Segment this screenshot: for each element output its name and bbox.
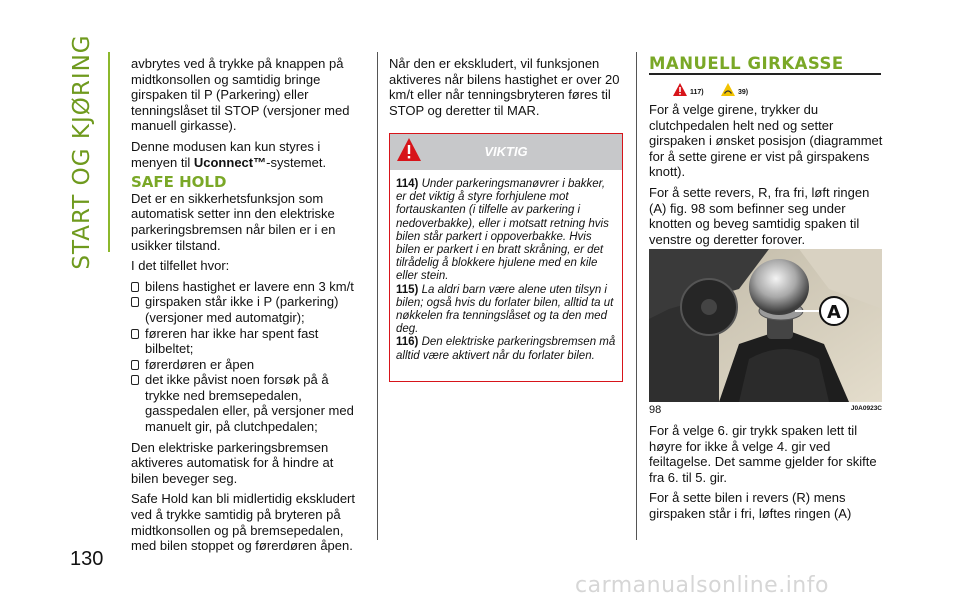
bullet-icon bbox=[131, 282, 139, 292]
paragraph: avbrytes ved å trykke på knappen på midtkonsollen og samtidig bringe girspaken til P (Parkering) eller tenningslåset til STOP (versjoner med manuell girkasse). bbox=[131, 56, 350, 134]
note-number: 115) bbox=[396, 283, 419, 296]
paragraph: Når den er ekskludert, vil funksjonen aktiveres når bilens hastighet er over 20 km/t eller når tenningsbryteren føres til STOP og deretter til MAR. bbox=[389, 56, 620, 118]
paragraph: For å velge girene, trykker du clutchpedalen helt ned og setter girspaken i ønsket posisjon (diagrammet for å sette girene er vist på girspakens knott). bbox=[649, 102, 883, 180]
paragraph: Den elektriske parkeringsbremsen aktiveres automatisk for å hindre at bilen beveger seg. bbox=[131, 439, 334, 486]
caution-triangle-icon bbox=[720, 82, 736, 97]
paragraph: For å sette revers, R, fra fri, løft ringen (A) fig. 98 som befinner seg under knotten og beveg samtidig spaken til venstre og deretter forover. bbox=[649, 184, 870, 247]
column-divider-2 bbox=[636, 52, 637, 540]
note-item bbox=[396, 336, 616, 362]
notice-title: VIKTIG bbox=[484, 144, 528, 159]
note-text: Under parkeringsmanøvrer i bakker, er det viktig å styre forhjulene mot fortauskanten (i tilfelle av parkering i nedoverbakke), eller i motsatt retning hvis bilen står parkert i oppoverbakke. Hvis bilen er parkert i en bratt skråning, er det tilrådelig å blokkere hjulene med en kile eller stein. bbox=[396, 178, 609, 283]
figure-code: J0A0923C bbox=[850, 405, 882, 412]
important-notice-box bbox=[389, 133, 623, 382]
section-heading-manuell-girkasse: MANUELL GIRKASSE bbox=[649, 54, 844, 73]
note-text: La aldri barn være alene uten tilsyn i bilen; også hvis du forlater bilen, alltid ta ut nøkkelen fra tenningslåset og ta den med deg. bbox=[396, 283, 614, 336]
list-item bbox=[131, 372, 363, 434]
paragraph: I det tilfellet hvor: bbox=[131, 258, 230, 274]
column-3-text bbox=[649, 102, 887, 252]
column-3-top bbox=[649, 56, 887, 72]
uconnect-label: Uconnect™ bbox=[193, 154, 267, 170]
list-item-text: føreren har ikke har spent fast bilbeltet; bbox=[145, 325, 319, 357]
note-number: 116) bbox=[396, 336, 419, 349]
bullet-icon bbox=[131, 360, 139, 370]
notice-header bbox=[390, 134, 622, 170]
warning-ref: 117) bbox=[690, 89, 704, 96]
list-item bbox=[131, 326, 363, 357]
bullet-icon bbox=[131, 375, 139, 385]
notice-body bbox=[390, 170, 622, 363]
side-title-text: START OG KJØRING bbox=[69, 34, 95, 270]
note-item bbox=[396, 284, 616, 337]
list-item-text: girspaken står ikke i P (parkering) (versjoner med automatgir); bbox=[145, 294, 339, 325]
bullet-icon bbox=[131, 297, 139, 307]
column-divider-1 bbox=[377, 52, 378, 540]
list-item bbox=[131, 357, 363, 373]
paragraph: For å velge 6. gir trykk spaken lett til høyre for ikke å velge 4. gir ved feiltagelse. Det samme gjelder for skifte fra 6. til 5. gir. bbox=[649, 423, 877, 485]
section-heading-safe-hold: SAFE HOLD bbox=[131, 173, 227, 192]
note-item bbox=[396, 178, 616, 284]
note-text: Den elektriske parkeringsbremsen må alltid være aktivert når du forlater bilen. bbox=[396, 336, 616, 362]
column-1 bbox=[131, 56, 363, 559]
page-number: 130 bbox=[70, 548, 104, 570]
list-item bbox=[131, 294, 363, 325]
figure-caption bbox=[649, 404, 882, 416]
gear-lever-figure bbox=[649, 249, 882, 402]
paragraph bbox=[131, 139, 363, 170]
paragraph: For å sette bilen i revers (R) mens girspaken står i fri, løftes ringen (A) bbox=[649, 490, 852, 521]
column-2 bbox=[389, 56, 625, 123]
condition-list bbox=[131, 279, 363, 435]
gear-lever-illustration bbox=[649, 249, 882, 402]
note-number: 114) bbox=[396, 178, 419, 190]
callout-label: A bbox=[827, 302, 841, 323]
list-item bbox=[131, 279, 363, 295]
list-item-text: førerdøren er åpen bbox=[145, 356, 255, 372]
column-3-bottom bbox=[649, 423, 887, 527]
figure-number: 98 bbox=[649, 404, 662, 416]
heading-rule bbox=[649, 73, 881, 75]
list-item-text: det ikke påvist noen forsøk på å trykke ned bremsepedalen, gasspedalen eller, på versjoner med manuelt gir, på clutchpedalen; bbox=[145, 372, 354, 435]
bullet-icon bbox=[131, 329, 139, 339]
paragraph: Det er en sikkerhetsfunksjon som automatisk setter inn den elektriske parkeringsbremsen når bilen er i en usikker tilstand. bbox=[131, 190, 336, 253]
text: Denne modusen kan kun styres i menyen til bbox=[131, 138, 321, 170]
list-item-text: bilens hastighet er lavere enn 3 km/t bbox=[145, 278, 354, 294]
watermark: carmanualsonline.info bbox=[575, 573, 829, 598]
side-running-title bbox=[62, 34, 102, 270]
text: -systemet. bbox=[266, 154, 327, 170]
danger-triangle-icon bbox=[672, 82, 688, 97]
paragraph: Safe Hold kan bli midlertidig ekskludert ved å trykke samtidig på bryteren på midtkonsollen og på bremsepedalen, med bilen stoppet og førerdøren åpen. bbox=[131, 491, 355, 554]
side-divider bbox=[108, 52, 110, 252]
caution-ref: 39) bbox=[738, 89, 749, 96]
